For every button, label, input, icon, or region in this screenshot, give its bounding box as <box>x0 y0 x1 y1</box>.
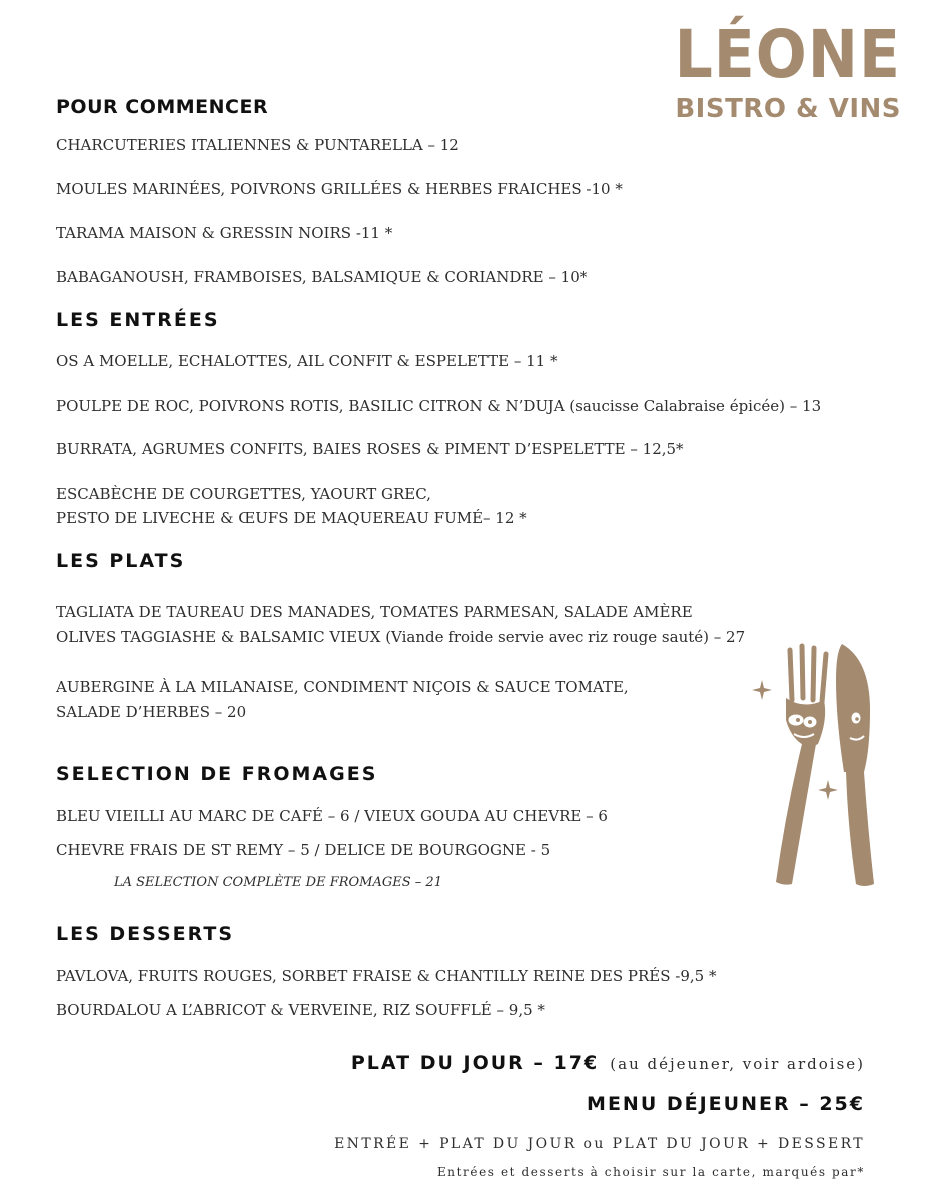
section-title-entrees: LES ENTRÉES <box>56 309 220 331</box>
menu-item: POULPE DE ROC, POIVRONS ROTIS, BASILIC CITRON & N’DUJA (saucisse Calabraise épicée) – 13 <box>56 397 822 415</box>
menu-dejeuner: MENU DÉJEUNER – 25€ <box>587 1093 865 1115</box>
menu-dejeuner-detail: ENTRÉE + PLAT DU JOUR ou PLAT DU JOUR + DESSERT <box>334 1136 865 1152</box>
fork-and-knife-icon <box>752 640 902 890</box>
plat-du-jour: PLAT DU JOUR – 17€ <box>350 1052 600 1074</box>
menu-item: CHEVRE FRAIS DE ST REMY – 5 / DELICE DE BOURGOGNE - 5 <box>56 841 551 859</box>
menu-item: BOURDALOU A L’ABRICOT & VERVEINE, RIZ SOUFFLÉ – 9,5 * <box>56 1001 545 1019</box>
menu-dejeuner-note: Entrées et desserts à choisir sur la carte, marqués par* <box>436 1165 865 1179</box>
fromages-note: LA SELECTION COMPLÈTE DE FROMAGES – 21 <box>114 875 442 890</box>
section-title-fromages: SELECTION DE FROMAGES <box>56 763 378 785</box>
menu-item: AUBERGINE À LA MILANAISE, CONDIMENT NIÇOIS & SAUCE TOMATE, <box>56 678 629 696</box>
menu-item: OLIVES TAGGIASHE & BALSAMIC VIEUX (Viande froide servie avec riz rouge sauté) – 27 <box>56 628 746 646</box>
menu-item: BURRATA, AGRUMES CONFITS, BAIES ROSES & PIMENT D’ESPELETTE – 12,5* <box>56 440 684 458</box>
restaurant-subtitle: BISTRO & VINS <box>675 94 901 124</box>
menu-item: SALADE D’HERBES – 20 <box>56 703 247 721</box>
menu-item: BLEU VIEILLI AU MARC DE CAFÉ – 6 / VIEUX GOUDA AU CHEVRE – 6 <box>56 807 608 825</box>
restaurant-name: LÉONE <box>674 16 901 94</box>
menu-item: PAVLOVA, FRUITS ROUGES, SORBET FRAISE & CHANTILLY REINE DES PRÉS -9,5 * <box>56 967 717 985</box>
menu-item: ESCABÈCHE DE COURGETTES, YAOURT GREC, <box>56 485 431 503</box>
menu-item: TARAMA MAISON & GRESSIN NOIRS -11 * <box>56 224 393 242</box>
menu-item: PESTO DE LIVECHE & ŒUFS DE MAQUEREAU FUMÉ– 12 * <box>56 509 527 527</box>
section-title-desserts: LES DESSERTS <box>56 923 235 945</box>
plat-du-jour-note: (au déjeuner, voir ardoise) <box>610 1055 865 1073</box>
plat-du-jour-line <box>351 1052 865 1074</box>
menu-item: OS A MOELLE, ECHALOTTES, AIL CONFIT & ESPELETTE – 11 * <box>56 352 558 370</box>
restaurant-logo <box>674 16 901 124</box>
section-title-plats: LES PLATS <box>56 550 186 572</box>
menu-item: MOULES MARINÉES, POIVRONS GRILLÉES & HERBES FRAICHES -10 * <box>56 180 623 198</box>
menu-item: TAGLIATA DE TAUREAU DES MANADES, TOMATES PARMESAN, SALADE AMÈRE <box>56 603 693 621</box>
menu-item: CHARCUTERIES ITALIENNES & PUNTARELLA – 12 <box>56 136 459 154</box>
section-title-pour-commencer: POUR COMMENCER <box>56 96 269 118</box>
menu-item: BABAGANOUSH, FRAMBOISES, BALSAMIQUE & CORIANDRE – 10* <box>56 268 588 286</box>
